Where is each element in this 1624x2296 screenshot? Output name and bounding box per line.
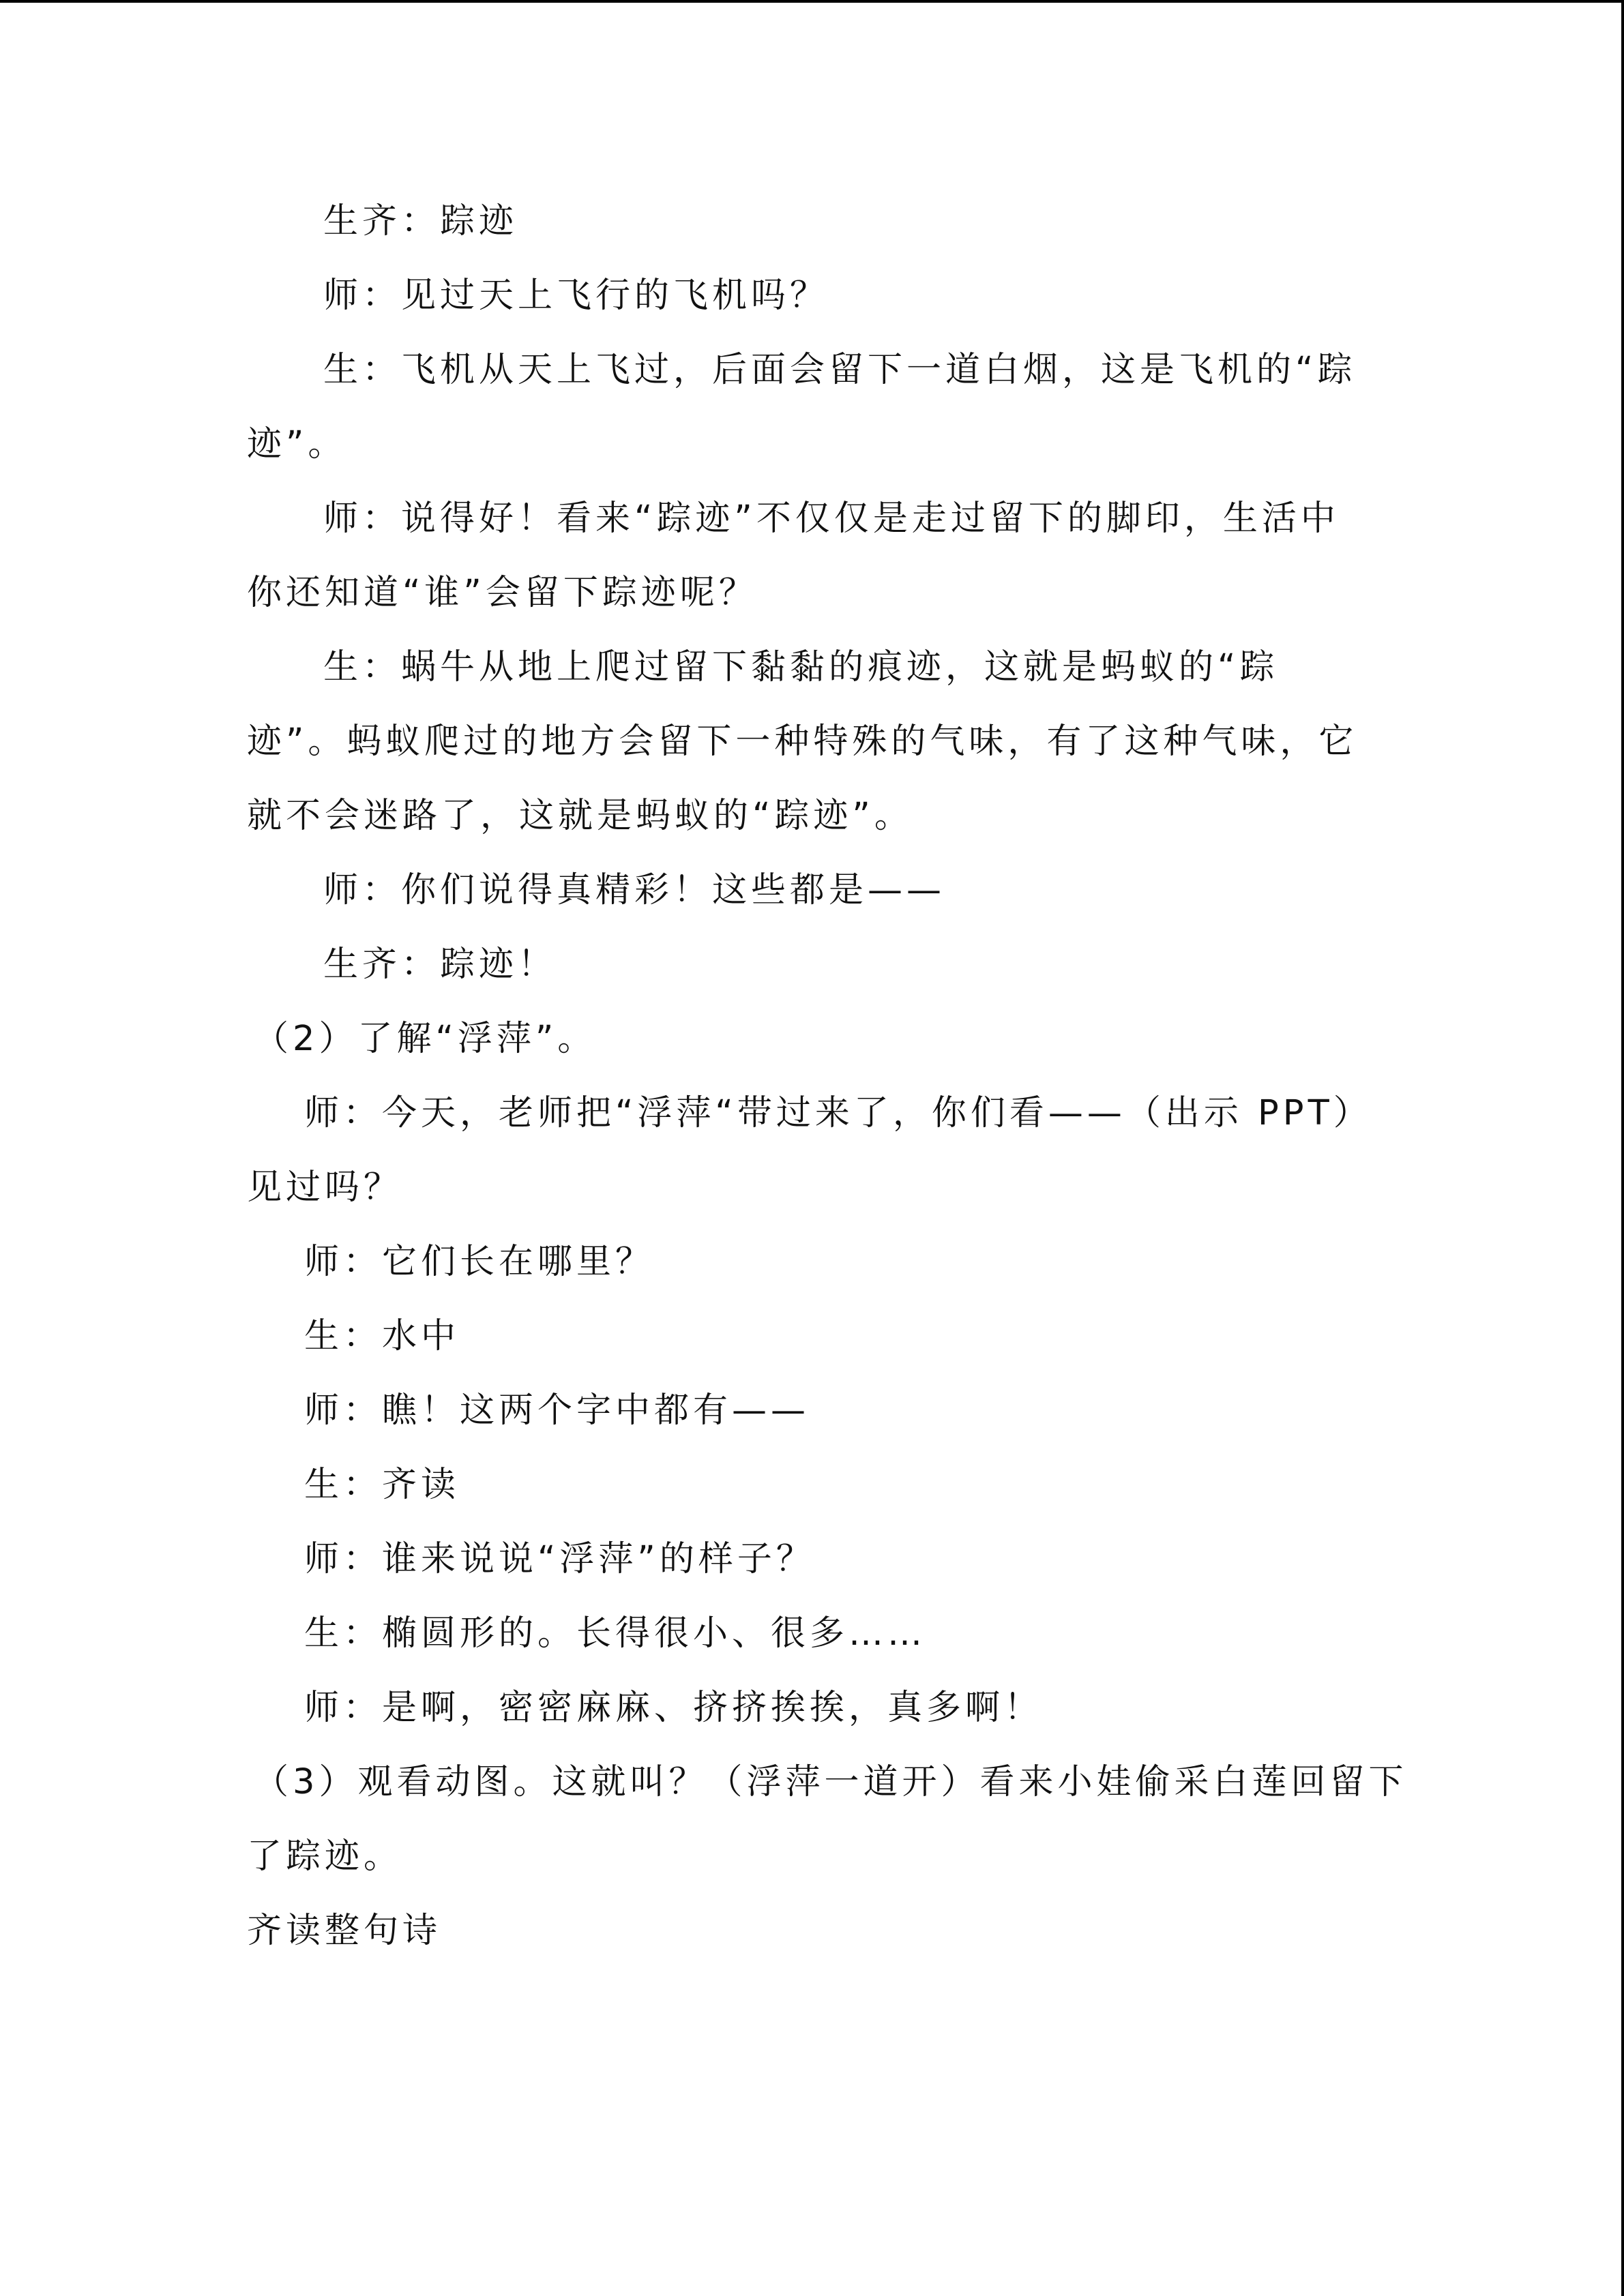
text-line: 生齐：踪迹 xyxy=(323,201,518,241)
section-heading: （2）了解“浮萍”。 xyxy=(254,1019,597,1059)
text-line: 了踪迹。 xyxy=(247,1836,403,1877)
text-line: 师：谁来说说“浮萍”的样子？ xyxy=(304,1539,815,1579)
text-line: 迹”。蚂蚁爬过的地方会留下一种特殊的气味，有了这种气味，它 xyxy=(247,721,1358,762)
text-line: 迹”。 xyxy=(247,424,347,464)
text-line: 生：飞机从天上飞过，后面会留下一道白烟，这是飞机的“踪 xyxy=(323,350,1357,390)
text-line: 师：是啊，密密麻麻、挤挤挨挨，真多啊！ xyxy=(304,1688,1044,1728)
page-border-right xyxy=(1621,0,1624,2296)
text-line: 见过吗？ xyxy=(247,1167,403,1208)
text-line: 师：见过天上飞行的飞机吗？ xyxy=(323,275,829,316)
text-line: 生：椭圆形的。长得很小、很多…… xyxy=(304,1613,927,1654)
text-line: 就不会迷路了，这就是蚂蚁的“踪迹”。 xyxy=(247,796,913,836)
text-line: 师：你们说得真精彩！这些都是—— xyxy=(323,870,946,910)
text-line: 生：水中 xyxy=(304,1316,460,1356)
text-line: 生：蜗牛从地上爬过留下黏黏的痕迹，这就是蚂蚁的“踪 xyxy=(323,647,1279,687)
text-line: 师：说得好！看来“踪迹”不仅仅是走过留下的脚印，生活中 xyxy=(323,498,1340,539)
text-line: 生齐：踪迹！ xyxy=(323,944,557,985)
section-heading: （3）观看动图。这就叫？（浮萍一道开）看来小娃偷采白莲回留下 xyxy=(254,1762,1408,1802)
text-line: 生：齐读 xyxy=(304,1465,460,1505)
text-line: 师：瞧！这两个字中都有—— xyxy=(304,1390,810,1431)
text-line: 齐读整句诗 xyxy=(247,1911,442,1951)
text-line: 师：今天，老师把“浮萍“带过来了，你们看——（出示 PPT） xyxy=(304,1093,1372,1133)
text-line: 师：它们长在哪里？ xyxy=(304,1242,655,1282)
page-border-top xyxy=(0,0,1624,3)
text-line: 你还知道“谁”会留下踪迹呢？ xyxy=(247,573,758,613)
